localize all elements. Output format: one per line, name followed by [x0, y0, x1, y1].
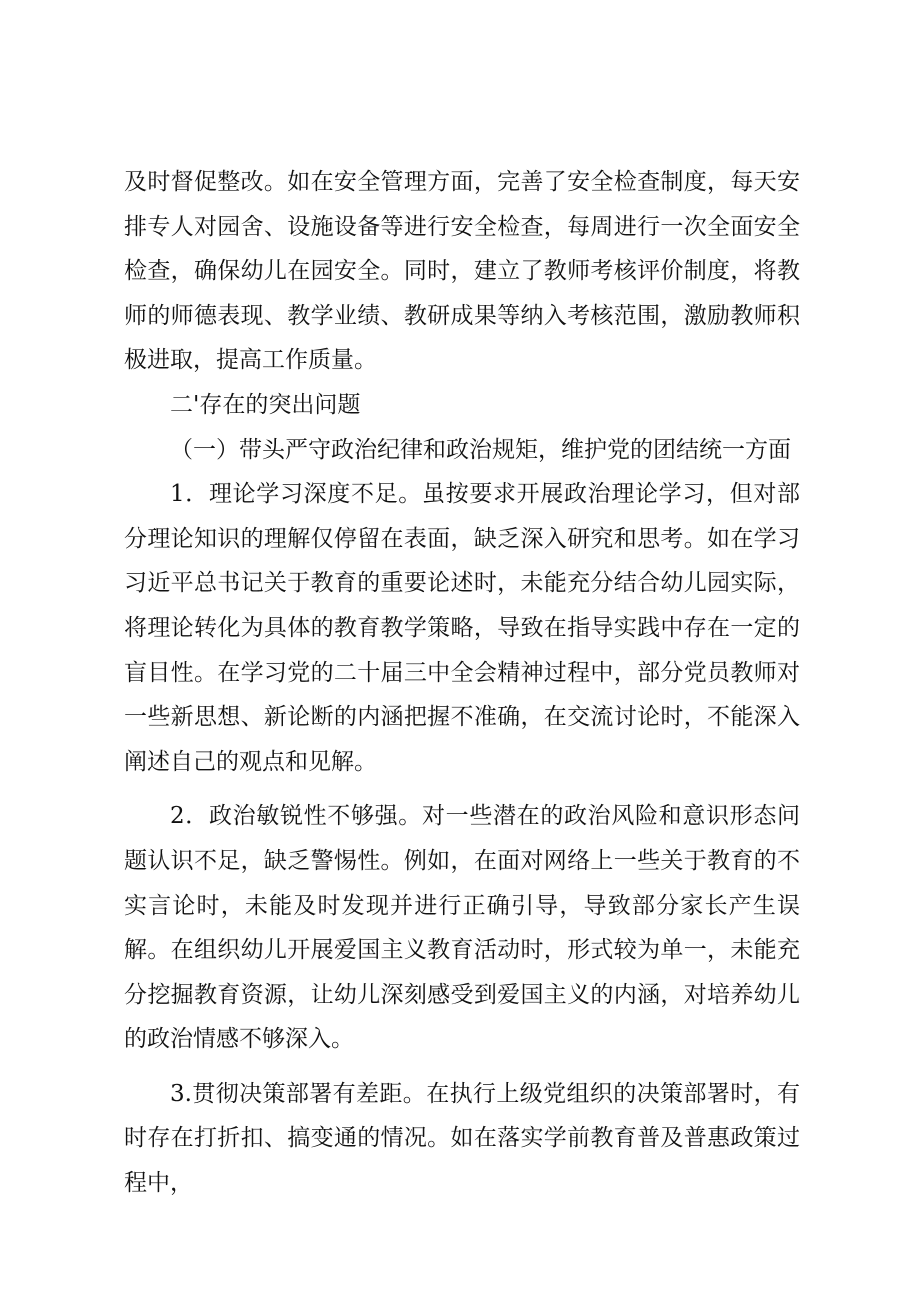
paragraph-item-3: 3.贯彻决策部署有差距。在执行上级党组织的决策部署时，有时存在打折扣、搞变通的情况。如在落实学前教育普及普惠政策过程中，: [124, 1080, 800, 1197]
paragraph-item-2: 2．政治敏锐性不够强。对一些潜在的政治风险和意识形态问题认识不足，缺乏警惕性。例如，在面对网络上一些关于教育的不实言论时，未能及时发现并进行正确引导，导致部分家长产生误解。在组织幼儿开展爱国主义教育活动时，形式较为单一，未能充分挖掘教育资源，让幼儿深刻感受到爱国主义的内涵，对培养幼儿的政治情感不够深入。: [124, 803, 800, 1053]
subsection-heading: （一）带头严守政治纪律和政治规矩，维护党的团结统一方面: [170, 436, 791, 463]
section-heading: 二'存在的突出问题: [170, 391, 361, 418]
paragraph-continuation: 及时督促整改。如在安全管理方面，完善了安全检查制度，每天安排专人对园舍、设施设备等进行安全检查，每周进行一次全面安全检查，确保幼儿在园安全。同时，建立了教师考核评价制度，将教师的师德表现、教学业绩、教研成果等纳入考核范围，激励教师积极进取，提高工作质量。: [124, 169, 800, 374]
paragraph-item-1: 1．理论学习深度不足。虽按要求开展政治理论学习，但对部分理论知识的理解仅停留在表面，缺乏深入研究和思考。如在学习习近平总书记关于教育的重要论述时，未能充分结合幼儿园实际，将理论转化为具体的教育教学策略，导致在指导实践中存在一定的盲目性。在学习党的二十届三中全会精神过程中，部分党员教师对一些新思想、新论断的内涵把握不准确，在交流讨论时，不能深入阐述自己的观点和见解。: [124, 481, 800, 775]
document-body: [124, 160, 800, 1206]
